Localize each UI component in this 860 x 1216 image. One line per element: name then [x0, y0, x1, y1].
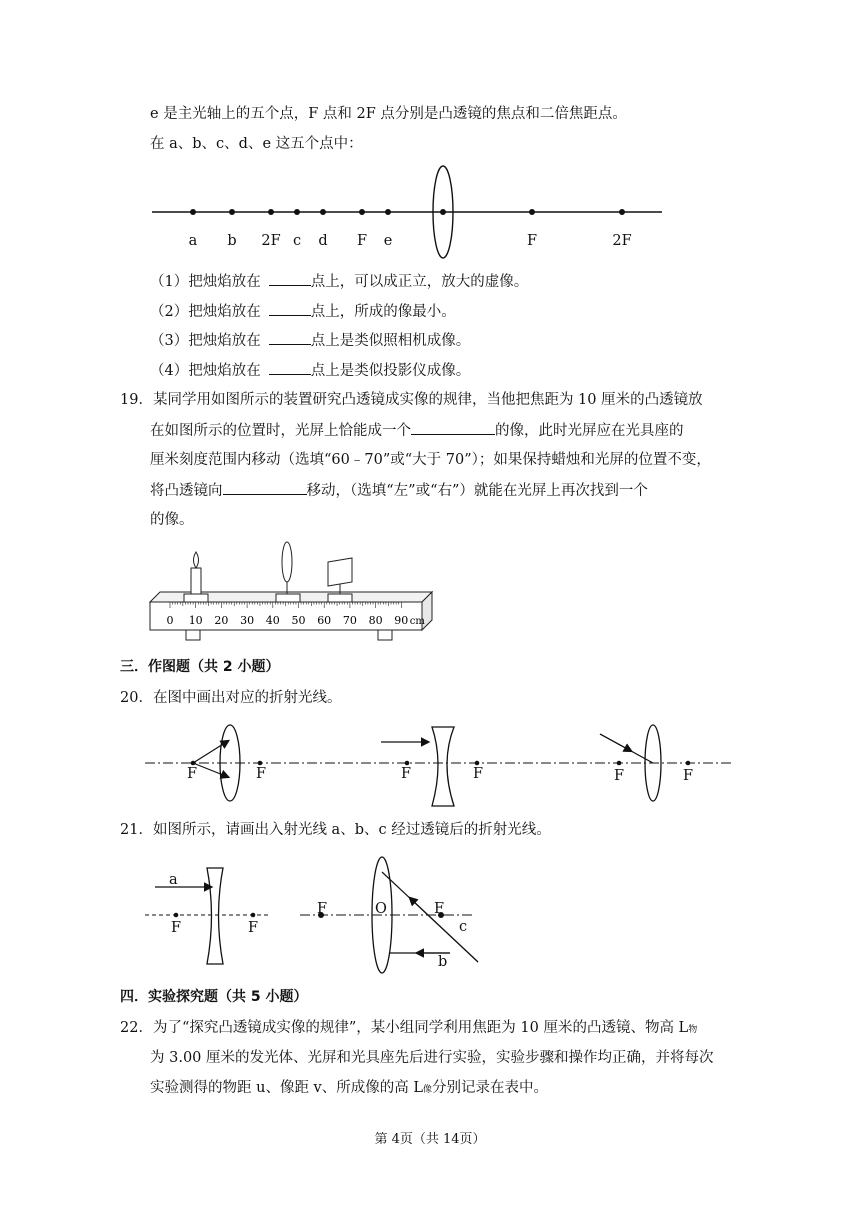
- ruler-tick-label: 10: [188, 614, 203, 627]
- axis-label: 2F: [261, 233, 281, 249]
- q19-blank-1[interactable]: [411, 420, 495, 435]
- q22-line2: 为 3.00 厘米的发光体、光屏和光具座先后进行实验，实验步骤和操作均正确，并将每次: [150, 1050, 714, 1066]
- axis-point: [229, 209, 235, 215]
- q18-blank-3[interactable]: [269, 330, 311, 345]
- axis-point: [268, 209, 274, 215]
- axis-label: e: [383, 233, 393, 249]
- q21-label-a: a: [169, 872, 178, 888]
- axis-point: [320, 209, 326, 215]
- section-4-title: 四．实验探究题（共 5 小题）: [120, 989, 308, 1005]
- q19-line1: 19．某同学用如图所示的装置研究凸透镜成实像的规律，当他把焦距为 10 厘米的凸透镜放: [120, 392, 703, 408]
- ruler-tick-label: 50: [291, 614, 306, 627]
- q18-blank-1[interactable]: [269, 271, 311, 286]
- q21-label-b: b: [438, 954, 448, 970]
- q18-blank-4[interactable]: [269, 360, 311, 375]
- q20-diagrams: [145, 720, 765, 820]
- q19-blank-2[interactable]: [223, 480, 307, 495]
- q20-label-f1: F: [187, 766, 198, 782]
- page-footer: 第 4页（共 14页）: [374, 1132, 486, 1147]
- axis-label: a: [188, 233, 198, 249]
- ruler-tick-label: 0: [166, 614, 174, 627]
- q20-label-f4: F: [473, 766, 484, 782]
- ruler-tick-label: 70: [342, 614, 357, 627]
- ruler-unit: cm: [409, 616, 425, 627]
- ruler-tick-label: 40: [265, 614, 280, 627]
- q20-label-f2: F: [256, 766, 267, 782]
- q19-line5: 的像。: [150, 512, 194, 528]
- axis-label: F: [526, 233, 538, 249]
- axis-label: F: [356, 233, 368, 249]
- q19-line4: 将凸透镜向 移动，（选填“左”或“右”）就能在光屏上再次找到一个: [150, 480, 648, 501]
- q18-intro-line2: 在 a、b、c、d、e 这五个点中：: [150, 136, 363, 152]
- axis-point: [385, 209, 391, 215]
- axis-point: [359, 209, 365, 215]
- q21-label-f1: F: [171, 920, 182, 936]
- ruler-tick-label: 80: [368, 614, 383, 627]
- q18-item-4: （4）把烛焰放在 点上是类似投影仪成像。: [150, 360, 470, 381]
- ruler-tick-label: 20: [214, 614, 229, 627]
- q19-optical-bench: [146, 540, 446, 650]
- q19-line2: 在如图所示的位置时，光屏上恰能成一个 的像，此时光屏应在光具座的: [150, 420, 684, 441]
- ruler-tick-label: 30: [240, 614, 255, 627]
- axis-point: [190, 209, 196, 215]
- q20-label-f3: F: [401, 766, 412, 782]
- q18-blank-2[interactable]: [269, 301, 311, 316]
- axis-label: c: [292, 233, 302, 249]
- q18-item-3: （3）把烛焰放在 点上是类似照相机成像。: [150, 330, 470, 351]
- q22-line1: 22．为了“探究凸透镜成实像的规律”，某小组同学利用焦距为 10 厘米的凸透镜、物高 L物: [120, 1020, 698, 1036]
- q21-label-f3: F: [317, 901, 328, 917]
- q18-item-2: （2）把烛焰放在 点上，所成的像最小。: [150, 301, 456, 322]
- q20-label-f5: F: [614, 768, 625, 784]
- q21-label-f4: F: [434, 901, 445, 917]
- axis-point: [529, 209, 535, 215]
- q18-item-1: （1）把烛焰放在 点上，可以成正立，放大的虚像。: [150, 271, 528, 292]
- q21-text: 21．如图所示，请画出入射光线 a、b、c 经过透镜后的折射光线。: [120, 822, 551, 838]
- ruler-tick-label: 90: [394, 614, 409, 627]
- q22-line3: 实验测得的物距 u、像距 v、所成像的高 L像分别记录在表中。: [150, 1080, 549, 1096]
- axis-point: [294, 209, 300, 215]
- section-3-title: 三．作图题（共 2 小题）: [120, 659, 280, 675]
- flame-icon: [194, 552, 199, 568]
- axis-label: b: [227, 233, 237, 249]
- q21-label-c: c: [459, 919, 468, 935]
- light-screen: [328, 558, 352, 586]
- axis-point: [619, 209, 625, 215]
- q18-intro-line1: e 是主光轴上的五个点，F 点和 2F 点分别是凸透镜的焦点和二倍焦距点。: [150, 106, 627, 122]
- axis-label: d: [318, 233, 328, 249]
- lens-center-point: [440, 209, 446, 215]
- q21-label-o: O: [375, 901, 387, 917]
- q19-line3: 厘米刻度范围内移动（选填“60﹣70”或“大于 70”）；如果保持蜡烛和光屏的位置不变，: [150, 452, 711, 468]
- candle: [191, 568, 201, 596]
- ruler-tick-label: 60: [317, 614, 332, 627]
- q20-text: 20．在图中画出对应的折射光线。: [120, 690, 342, 706]
- axis-label: 2F: [612, 233, 632, 249]
- q20-label-f6: F: [683, 768, 694, 784]
- q18-axis-diagram: [0, 165, 860, 255]
- q21-label-f2: F: [248, 920, 259, 936]
- convex-lens: [282, 542, 292, 582]
